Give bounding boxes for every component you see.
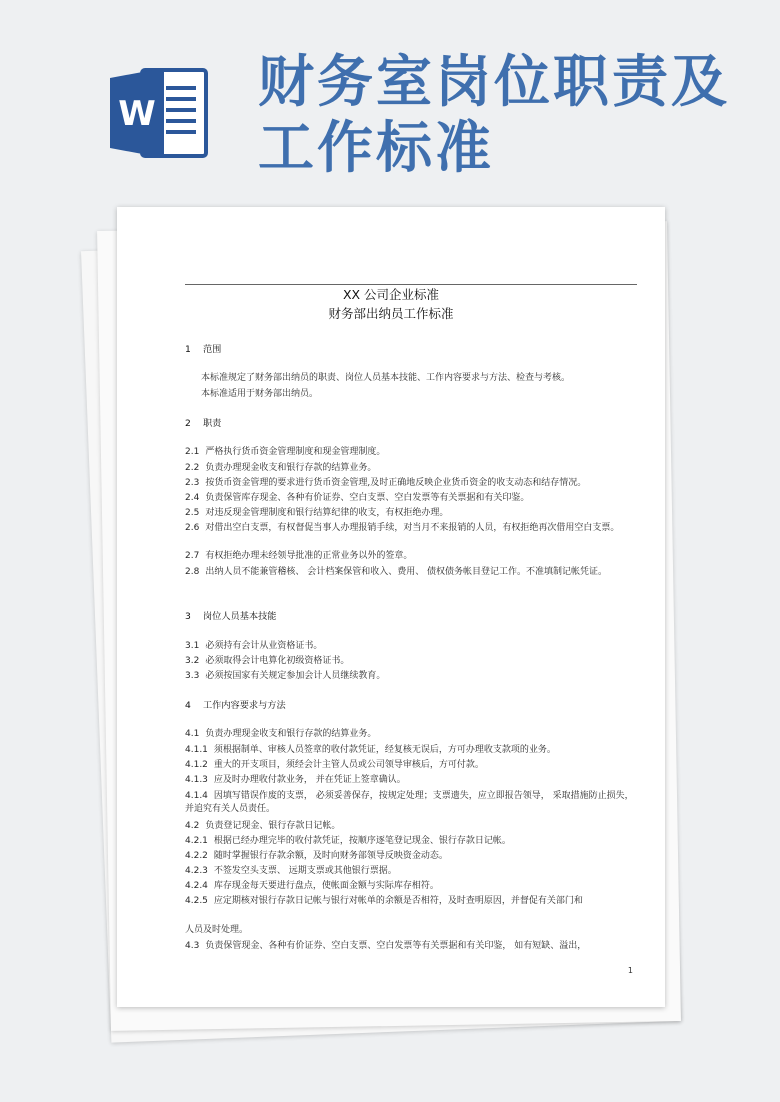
item-text: 重大的开支项目，须经会计主管人员或公司领导审核后，方可付款。 xyxy=(213,760,484,770)
item-text: 必须按国家有关规定参加会计人员继续教育。 xyxy=(205,671,386,681)
list-item xyxy=(185,522,635,535)
item-text: 按货币资金管理的要求进行货币资金管理,及时正确地反映企业货币资金的收支动态和结存情况。 xyxy=(205,478,587,488)
item-text: 负责保管库存现金、各种有价证券、空白支票、空白发票等有关票据和有关印鉴。 xyxy=(205,493,530,503)
item-number: 3.3 xyxy=(185,671,200,681)
list-item xyxy=(185,759,635,772)
list-item xyxy=(185,940,635,953)
list-item-continuation xyxy=(185,924,635,937)
section-number: 4 xyxy=(185,700,191,711)
section-number: 3 xyxy=(185,611,191,622)
section-heading xyxy=(185,343,635,356)
list-item xyxy=(185,774,635,787)
list-item xyxy=(185,462,635,475)
item-text: 不签发空头支票、 远期支票或其他银行票据。 xyxy=(213,866,397,876)
item-text: 根据已经办理完毕的收付款凭证，按顺序逐笔登记现金、银行存款日记帐。 xyxy=(213,836,511,846)
document-page xyxy=(117,207,665,1007)
item-number: 2.2 xyxy=(185,463,200,473)
item-number: 4.1.4 xyxy=(185,791,208,801)
item-text: 库存现金每天要进行盘点，使帐面金额与实际库存相符。 xyxy=(213,881,439,891)
item-text: 必须持有会计从业资格证书。 xyxy=(205,641,323,651)
list-item xyxy=(185,566,635,579)
item-number: 3.1 xyxy=(185,641,200,651)
item-number: 4.1.2 xyxy=(185,760,208,770)
item-text: 负责保管现金、各种有价证券、空白支票、空白发票等有关票据和有关印鉴， 如有短缺、溢出， xyxy=(205,941,587,951)
item-text: 负责办理现金收支和银行存款的结算业务。 xyxy=(205,729,377,739)
section-title: 职责 xyxy=(203,418,222,429)
section-heading xyxy=(185,699,635,712)
item-text: 有权拒绝办理未经领导批准的正常业务以外的签章。 xyxy=(205,551,413,561)
list-item xyxy=(185,640,635,653)
banner-title-line1: 财务室岗位职责及 xyxy=(258,50,730,115)
list-item xyxy=(185,728,635,741)
item-number: 2.6 xyxy=(185,523,200,533)
item-text: 对违反现金管理制度和银行结算纪律的收支，有权拒绝办理。 xyxy=(205,508,449,518)
page-number: 1 xyxy=(627,966,633,975)
section-title: 岗位人员基本技能 xyxy=(203,611,277,622)
item-number: 2.3 xyxy=(185,478,200,488)
item-text: 人员及时处理。 xyxy=(185,925,249,935)
item-number: 4.1.1 xyxy=(185,745,208,755)
list-item xyxy=(185,492,635,505)
item-text: 应及时办理收付款业务， 并在凭证上签章确认。 xyxy=(213,775,406,785)
paragraph: 本标准适用于财务部出纳员。 xyxy=(201,389,319,399)
item-number: 4.2.1 xyxy=(185,836,208,846)
list-item xyxy=(185,744,635,757)
item-text: 必须取得会计电算化初级资格证书。 xyxy=(205,656,350,666)
banner-title-line2: 工作标准 xyxy=(258,116,494,181)
list-item xyxy=(185,820,635,833)
item-number: 2.8 xyxy=(185,567,200,577)
item-text: 因填写错误作废的支票， 必须妥善保存，按规定处理；支票遗失，应立即报告领导， 采取措施防止损失，并追究有关人员责任。 xyxy=(185,791,634,814)
section-title: 工作内容要求与方法 xyxy=(203,700,286,711)
item-number: 4.2.3 xyxy=(185,866,208,876)
document-title: 财务部出纳员工作标准 xyxy=(328,306,454,321)
section-number: 1 xyxy=(185,344,191,355)
list-item xyxy=(185,550,635,563)
item-number: 4.2.5 xyxy=(185,896,208,906)
item-number: 2.5 xyxy=(185,508,200,518)
item-number: 4.1 xyxy=(185,729,200,739)
list-item xyxy=(185,477,635,490)
word-document-icon xyxy=(108,64,210,162)
document-header xyxy=(117,285,665,323)
item-text: 随时掌握银行存款余额，及时向财务部领导反映资金动态。 xyxy=(213,851,448,861)
company-standard-label: XX 公司企业标准 xyxy=(342,287,440,302)
list-item xyxy=(185,446,635,459)
list-item xyxy=(185,670,635,683)
item-text: 负责登记现金、银行存款日记帐。 xyxy=(205,821,341,831)
item-number: 4.2.2 xyxy=(185,851,208,861)
item-number: 2.7 xyxy=(185,551,200,561)
item-text: 负责办理现金收支和银行存款的结算业务。 xyxy=(205,463,377,473)
list-item xyxy=(185,865,635,878)
section-heading xyxy=(185,610,635,623)
list-item xyxy=(185,880,635,893)
item-number: 4.2 xyxy=(185,821,200,831)
section-title: 范围 xyxy=(203,344,222,355)
list-item xyxy=(185,835,635,848)
item-text: 严格执行货币资金管理制度和现金管理制度。 xyxy=(205,447,386,457)
list-item xyxy=(185,790,635,816)
item-number: 2.1 xyxy=(185,447,200,457)
item-number: 2.4 xyxy=(185,493,200,503)
item-number: 4.1.3 xyxy=(185,775,208,785)
svg-text:W: W xyxy=(118,94,156,134)
item-number: 3.2 xyxy=(185,656,200,666)
item-text: 对借出空白支票，有权督促当事人办理报销手续，对当月不来报销的人员，有权拒绝再次借用空白支票。 xyxy=(205,523,620,533)
list-item xyxy=(185,507,635,520)
list-item xyxy=(185,850,635,863)
banner-title xyxy=(258,50,730,182)
section-heading xyxy=(185,417,635,430)
item-text: 须根据制单、审核人员签章的收付款凭证，经复核无误后，方可办理收支款项的业务。 xyxy=(213,745,556,755)
list-item xyxy=(185,895,635,908)
item-number: 4.2.4 xyxy=(185,881,208,891)
list-item xyxy=(185,655,635,668)
item-text: 应定期核对银行存款日记帐与银行对帐单的余额是否相符，及时查明原因，并督促有关部门和 xyxy=(213,896,583,906)
section-number: 2 xyxy=(185,418,191,429)
item-number: 4.3 xyxy=(185,941,200,951)
paragraph: 本标准规定了财务部出纳员的职责、岗位人员基本技能、工作内容要求与方法、检查与考核。 xyxy=(201,373,571,383)
item-text: 出纳人员不能兼管稽核、 会计档案保管和收入、费用、 债权债务帐目登记工作。不准填制记帐凭证。 xyxy=(205,567,608,577)
